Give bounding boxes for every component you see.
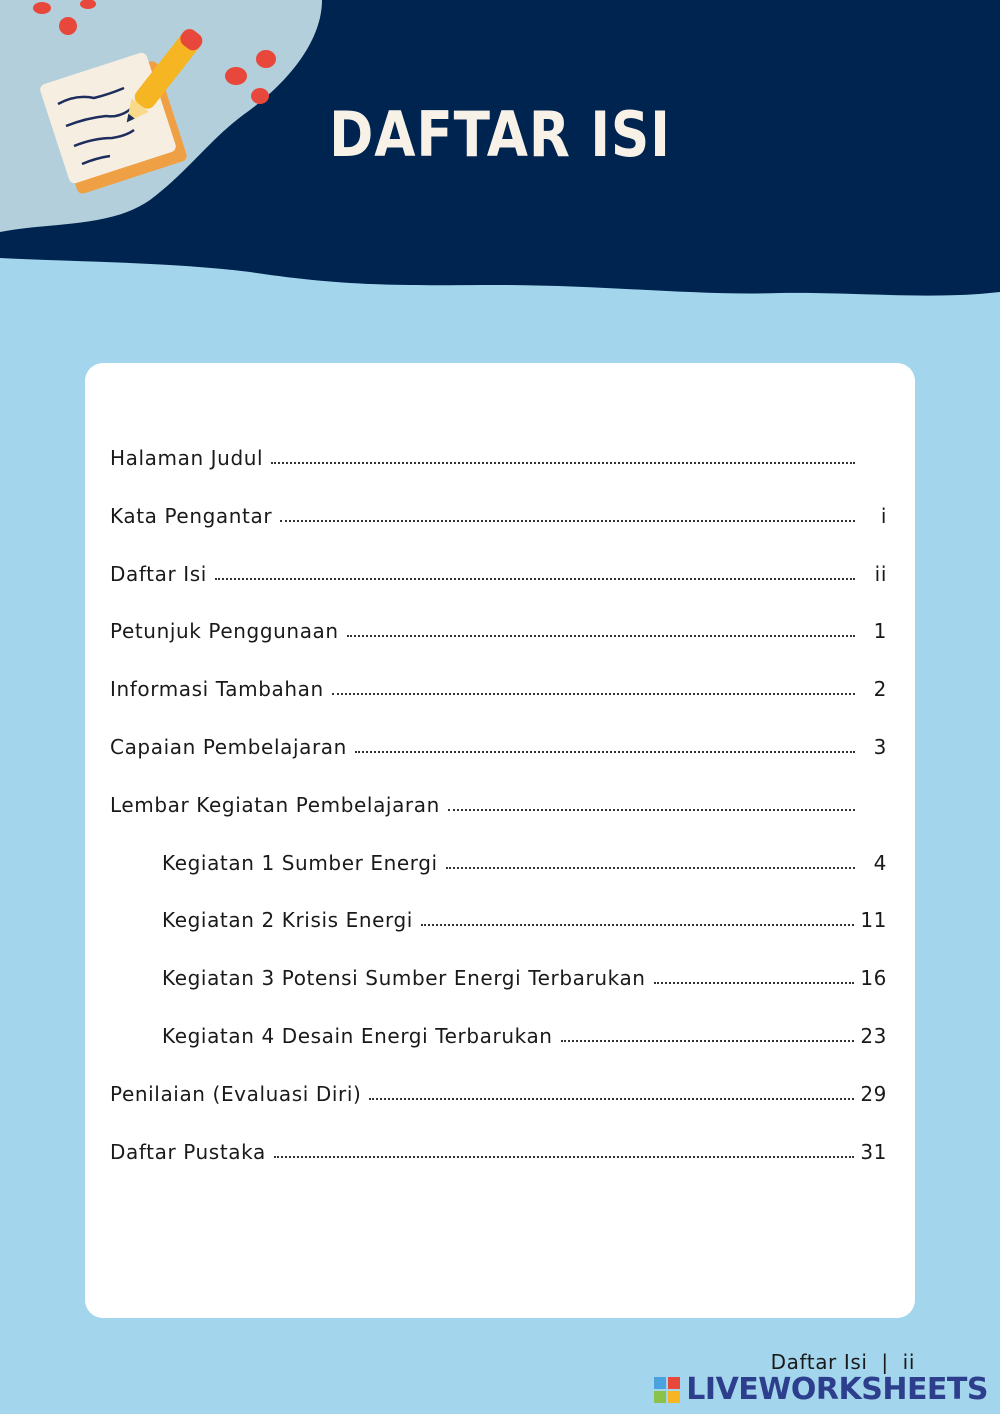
toc-entry[interactable] — [110, 729, 887, 759]
toc-dot-leader — [332, 693, 855, 695]
toc-entry-page: i — [880, 503, 887, 528]
toc-entry-label: Kegiatan 2 Krisis Energi — [162, 908, 413, 933]
toc-dot-leader — [446, 867, 855, 869]
toc-entry[interactable] — [110, 440, 887, 470]
toc-entry[interactable] — [110, 1134, 887, 1164]
toc-entry-page: 29 — [860, 1081, 887, 1106]
toc-dot-leader — [355, 751, 855, 753]
toc-entry-page: 2 — [873, 677, 887, 702]
toc-entry-label: Kata Pengantar — [110, 503, 273, 528]
toc-entry-label: Daftar Isi — [110, 561, 207, 586]
toc-entry-label: Daftar Pustaka — [110, 1139, 266, 1164]
liveworksheets-watermark — [654, 1372, 988, 1407]
toc-dot-leader — [448, 809, 855, 811]
toc-entry[interactable] — [162, 960, 887, 990]
toc-entry-page: 3 — [873, 735, 887, 759]
toc-entry[interactable] — [162, 845, 887, 875]
toc-entry-label: Informasi Tambahan — [110, 677, 324, 702]
toc-entry-label: Kegiatan 1 Sumber Energi — [162, 850, 438, 875]
toc-entry-label: Halaman Judul — [110, 446, 264, 470]
toc-dot-leader — [274, 1156, 855, 1158]
liveworksheets-logo-icon — [654, 1377, 680, 1403]
toc-entry[interactable] — [110, 613, 887, 643]
toc-entry-page: 1 — [873, 619, 887, 644]
toc-dot-leader — [654, 982, 855, 984]
toc-dot-leader — [369, 1098, 854, 1100]
toc-dot-leader — [561, 1040, 855, 1042]
toc-dot-leader — [215, 578, 855, 580]
toc-entry-label: Kegiatan 3 Potensi Sumber Energi Terbarukan — [162, 966, 646, 991]
toc-entry[interactable] — [110, 556, 887, 586]
watermark-text: LIVEWORKSHEETS — [686, 1372, 988, 1407]
toc-dot-leader — [347, 635, 855, 637]
toc-entry-label: Petunjuk Penggunaan — [110, 619, 339, 644]
toc-dot-leader — [271, 462, 855, 464]
toc-entry[interactable] — [110, 498, 887, 528]
toc-entry-label: Kegiatan 4 Desain Energi Terbarukan — [162, 1024, 553, 1048]
toc-dot-leader — [421, 924, 854, 926]
toc-entry[interactable] — [110, 671, 887, 701]
toc-entry-label: Capaian Pembelajaran — [110, 735, 347, 759]
toc-entry[interactable] — [162, 1018, 887, 1048]
footer-page-label: Daftar Isi | ii — [770, 1350, 915, 1374]
toc-entry-label: Penilaian (Evaluasi Diri) — [110, 1081, 362, 1106]
toc-entry[interactable] — [162, 902, 887, 932]
toc-entry[interactable] — [110, 1076, 887, 1106]
page-title: DAFTAR ISI — [329, 98, 671, 171]
toc-entry-page: 4 — [873, 850, 887, 875]
toc-entry-label: Lembar Kegiatan Pembelajaran — [110, 792, 440, 817]
toc-entry-page: ii — [874, 561, 887, 586]
toc-entry-page: 23 — [860, 1024, 887, 1048]
toc-entry[interactable] — [110, 787, 887, 817]
toc-dot-leader — [280, 520, 855, 522]
toc-entry-page: 11 — [860, 908, 887, 933]
toc-entry-page: 31 — [860, 1139, 887, 1164]
toc-entry-page: 16 — [860, 966, 887, 991]
